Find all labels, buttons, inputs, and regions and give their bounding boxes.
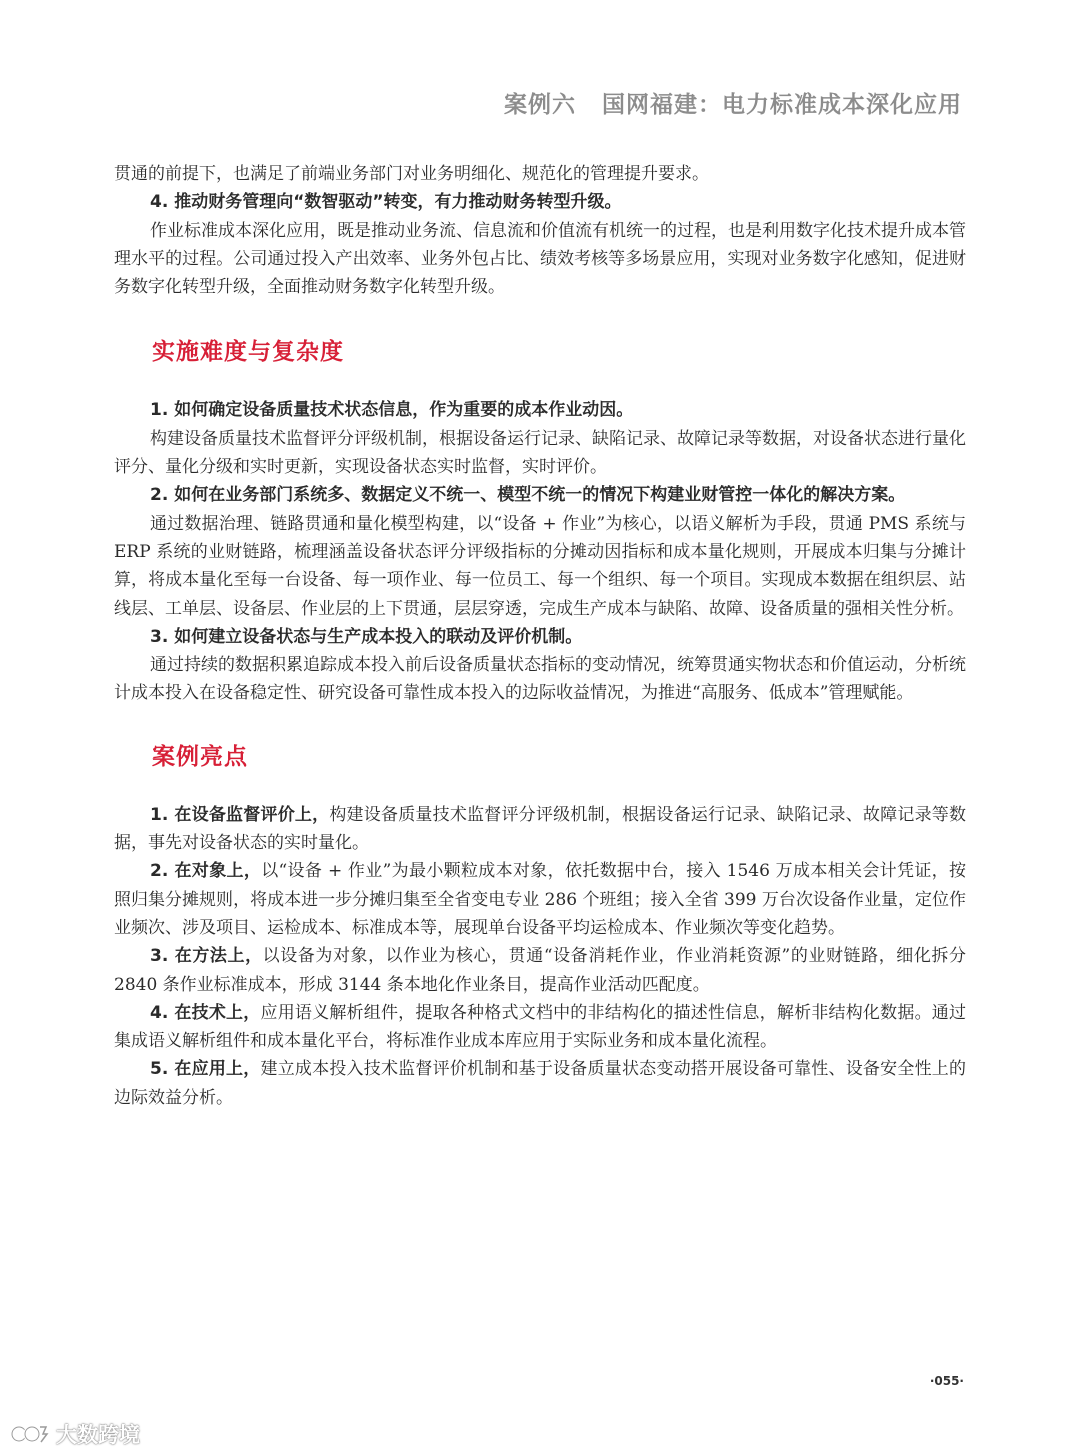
highlight-item-lead: 2. 在对象上， — [150, 861, 262, 882]
difficulty-item-body: 通过数据治理、链路贯通和量化模型构建，以“设备 + 作业”为核心，以语义解析为手段，贯通 PMS 系统与 ERP 系统的业财链路，梳理涵盖设备状态评分评级指标的分摊动因指标和成本量化规则，开展成本归集与分摊计算，将成本量化至每一台设备、每一项作业、每一位员工、每一个组织、每一个项目。实现成本数据在组织层、站线层、工单层、设备层、作业层的上下贯通，层层穿透，完成生产成本与缺陷、故障、设备质量的强相关性分析。 — [114, 513, 966, 619]
header-case-label: 案例六 — [504, 92, 576, 118]
running-header — [504, 86, 962, 119]
difficulty-item-title: 1. 如何确定设备质量技术状态信息，作为重要的成本作业动因。 — [150, 400, 634, 421]
highlight-item-lead: 1. 在设备监督评价上， — [150, 804, 330, 825]
highlight-item — [114, 999, 966, 1056]
intro-point4-body: 作业标准成本深化应用，既是推动业务流、信息流和价值流有机统一的过程，也是利用数字化技术提升成本管理水平的过程。公司通过投入产出效率、业务外包占比、绩效考核等多场景应用，实现对业务数字化感知，促进财务数字化转型升级，全面推动财务数字化转型升级。 — [114, 220, 966, 298]
difficulty-item-body: 构建设备质量技术监督评分评级机制，根据设备运行记录、缺陷记录、故障记录等数据，对设备状态进行量化评分、量化分级和实时更新，实现设备状态实时监督，实时评价。 — [114, 428, 966, 478]
highlight-item-body: 以“设备 + 作业”为最小颗粒成本对象，依托数据中台，接入 1546 万成本相关会计凭证，按照归集分摊规则，将成本进一步分摊归集至全省变电专业 286 个班组；接入全省 399 万台次设备作业量，定位作业频次、涉及项目、运检成本、标准成本等，展现单台设备平均运检成本、作业频次等变化趋势。 — [114, 861, 966, 938]
intro-continued-paragraph: 贯通的前提下，也满足了前端业务部门对业务明细化、规范化的管理提升要求。 — [114, 164, 709, 184]
highlight-item — [114, 942, 966, 999]
highlight-item — [114, 857, 966, 942]
difficulty-item-body: 通过持续的数据积累追踪成本投入前后设备质量状态指标的变动情况，统筹贯通实物状态和价值运动，分析统计成本投入在设备稳定性、研究设备可靠性成本投入的边际收益情况，为推进“高服务、低成本”管理赋能。 — [114, 655, 966, 704]
watermark — [10, 1418, 140, 1450]
header-case-title: 国网福建：电力标准成本深化应用 — [602, 92, 962, 118]
highlight-item-lead: 3. 在方法上， — [150, 946, 263, 967]
intro-point4-title: 4. 推动财务管理向“数智驱动”转变，有力推动财务转型升级。 — [150, 192, 622, 213]
highlight-item-body: 构建设备质量技术监督评分评级机制，根据设备运行记录、缺陷记录、故障记录等数据，事先对设备状态的实时量化。 — [114, 804, 966, 854]
section-heading-highlights: 案例亮点 — [152, 743, 248, 770]
highlight-item-body: 建立成本投入技术监督评价机制和基于设备质量状态变动搭开展设备可靠性、设备安全性上的边际效益分析。 — [114, 1059, 966, 1108]
highlight-item — [114, 1055, 966, 1112]
highlight-item-body: 应用语义解析组件，提取各种格式文档中的非结构化的描述性信息，解析非结构化数据。通过集成语义解析组件和成本量化平台，将标准作业成本库应用于实际业务和成本量化流程。 — [114, 1002, 966, 1052]
difficulty-item-title: 3. 如何建立设备状态与生产成本投入的联动及评价机制。 — [150, 626, 583, 647]
highlight-item-body: 以设备为对象，以作业为核心，贯通“设备消耗作业，作业消耗资源”的业财链路，细化拆分 2840 条作业标准成本，形成 3144 条本地化作业条目，提高作业活动匹配度。 — [114, 946, 966, 995]
section-heading-difficulty: 实施难度与复杂度 — [152, 339, 344, 366]
dashuju-logo-icon — [10, 1421, 50, 1447]
highlight-item-lead: 5. 在应用上， — [150, 1059, 261, 1080]
difficulty-item-title: 2. 如何在业务部门系统多、数据定义不统一、模型不统一的情况下构建业财管控一体化的解决方案。 — [150, 485, 906, 506]
page-content — [114, 160, 966, 1112]
highlight-item — [114, 801, 966, 858]
page-number: ·055· — [929, 1374, 964, 1388]
highlight-item-lead: 4. 在技术上， — [150, 1002, 261, 1023]
watermark-text: 大数跨境 — [56, 1423, 140, 1447]
